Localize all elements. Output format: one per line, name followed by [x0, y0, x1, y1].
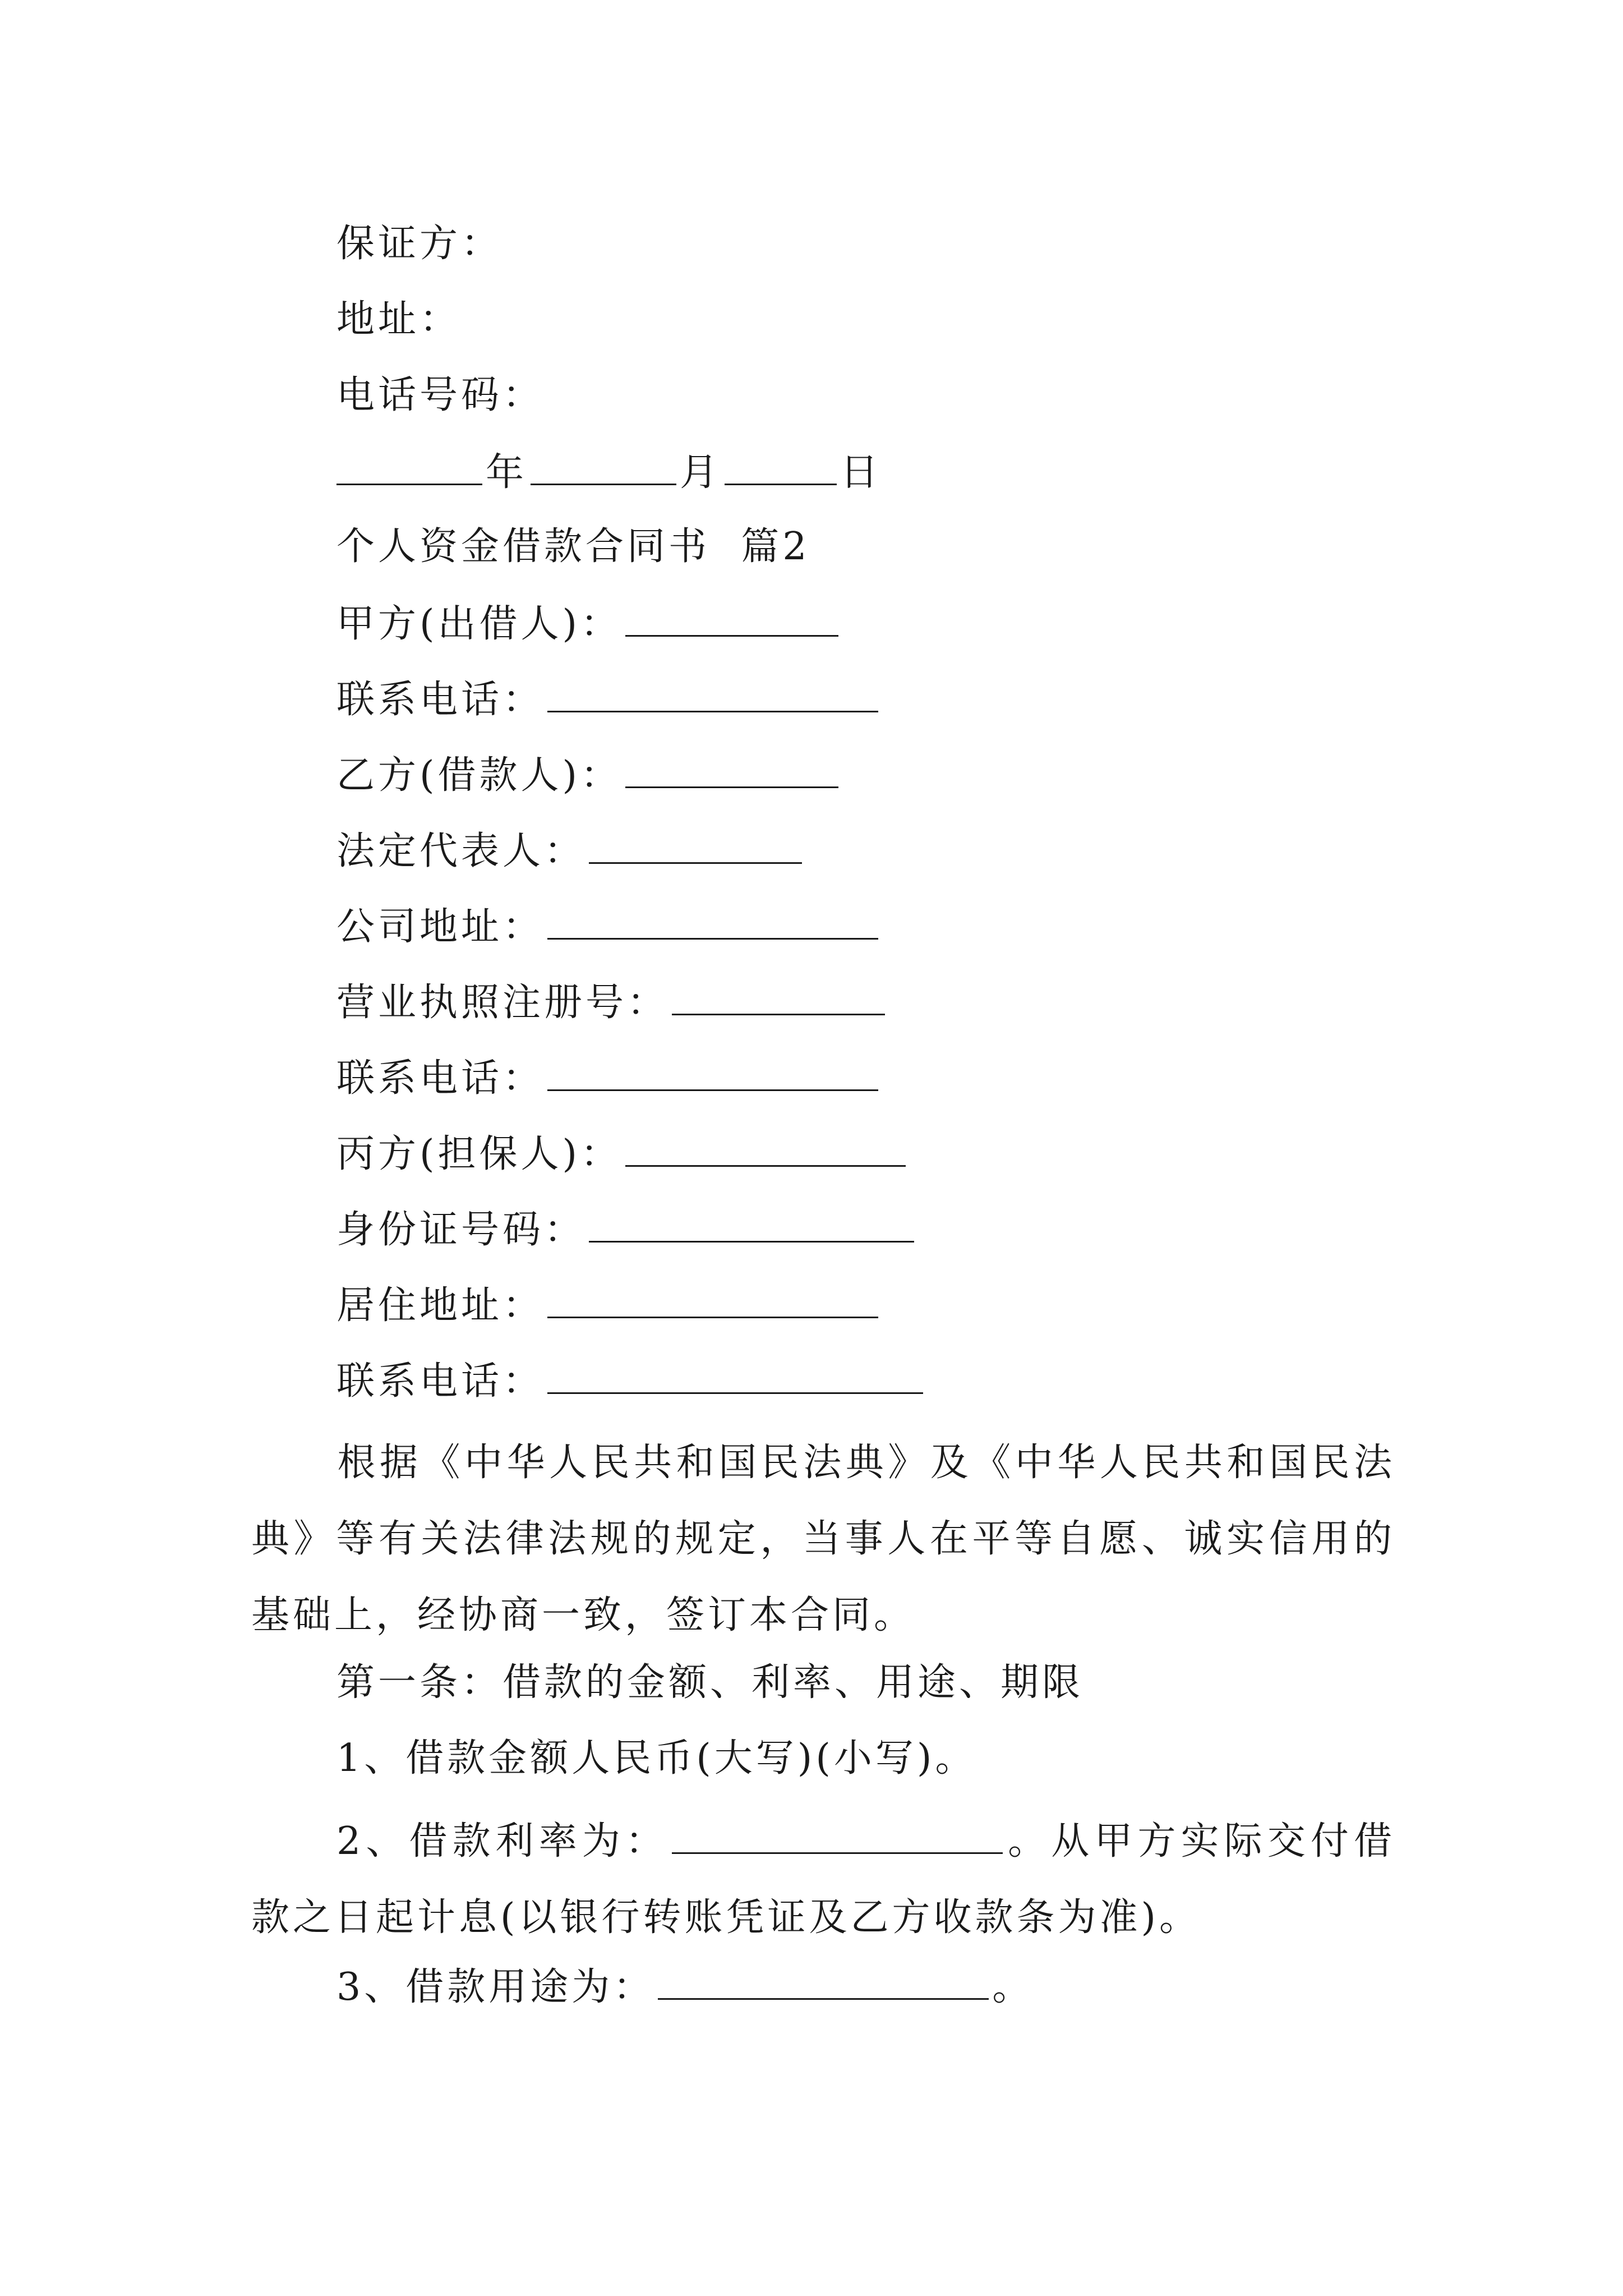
guarantor-label: 保证方：	[336, 222, 503, 266]
guarantor-phone-blank	[547, 1358, 923, 1394]
article1-item2	[251, 1803, 1395, 1956]
company-address-blank	[547, 903, 878, 940]
borrower-label: 乙方(借款人)：	[336, 753, 623, 798]
lender-label: 甲方(出借人)：	[336, 602, 623, 646]
item3-suffix: 。	[992, 1965, 1034, 2009]
company-address-label: 公司地址：	[336, 905, 545, 949]
borrower-blank	[625, 752, 838, 788]
day-blank	[725, 449, 837, 485]
license-blank	[672, 979, 885, 1015]
interest-rate-blank	[672, 1823, 1003, 1854]
loan-purpose-blank	[658, 1963, 989, 2000]
address-label: 地址：	[336, 297, 462, 342]
item3-prefix: 3、借款用途为：	[336, 1965, 655, 2009]
date-line	[336, 449, 882, 495]
lender-phone-field	[336, 676, 882, 723]
preamble-text: 根据《中华人民共和国民法典》及《中华人民共和国民法典》等有关法律法规的规定，当事人在平等自愿、诚实信用的基础上，经协商一致，签订本合同。	[251, 1441, 1395, 1637]
year-blank	[336, 449, 482, 485]
month-label: 月	[680, 450, 722, 495]
day-label: 日	[840, 450, 882, 495]
month-blank	[531, 449, 676, 485]
license-label: 营业执照注册号：	[336, 981, 669, 1025]
legal-rep-label: 法定代表人：	[336, 829, 586, 873]
phone-label: 电话号码：	[336, 373, 545, 417]
borrower-phone-blank	[547, 1055, 878, 1091]
guarantor-phone-field	[336, 1358, 926, 1404]
year-label: 年	[486, 450, 528, 495]
article1-title: 第一条：借款的金额、利率、用途、期限	[336, 1660, 1084, 1705]
lender-phone-blank	[547, 676, 878, 712]
borrower-phone-label: 联系电话：	[336, 1056, 545, 1101]
legal-rep-blank	[589, 827, 802, 864]
residence-blank	[547, 1282, 878, 1318]
lender-phone-label: 联系电话：	[336, 678, 545, 722]
borrower-field	[336, 752, 842, 798]
preamble-paragraph	[251, 1425, 1395, 1654]
item2-suffix: 。从甲方实际交付借款之日起计息(以银行转账凭证及乙方收款条为准)。	[251, 1819, 1395, 1940]
id-number-field	[336, 1206, 917, 1253]
legal-rep-field	[336, 827, 805, 874]
id-number-label: 身份证号码：	[336, 1208, 586, 1252]
article1-item3	[336, 1963, 1034, 2010]
guarantor-blank	[625, 1130, 906, 1167]
borrower-phone-field	[336, 1055, 882, 1101]
article1-item1: 1、借款金额人民币(大写)(小写)。	[336, 1736, 977, 1780]
guarantor-party-label: 丙方(担保人)：	[336, 1132, 623, 1176]
license-field	[336, 979, 888, 1025]
guarantor-phone-label: 联系电话：	[336, 1359, 545, 1404]
residence-label: 居住地址：	[336, 1283, 545, 1328]
guarantor-field	[336, 1130, 909, 1177]
lender-blank	[625, 600, 838, 637]
section-title: 个人资金借款合同书 篇2	[336, 524, 810, 569]
residence-field	[336, 1282, 882, 1328]
item2-prefix: 2、借款利率为：	[336, 1819, 669, 1864]
lender-field	[336, 600, 842, 647]
id-number-blank	[589, 1206, 914, 1243]
company-address-field	[336, 903, 882, 950]
